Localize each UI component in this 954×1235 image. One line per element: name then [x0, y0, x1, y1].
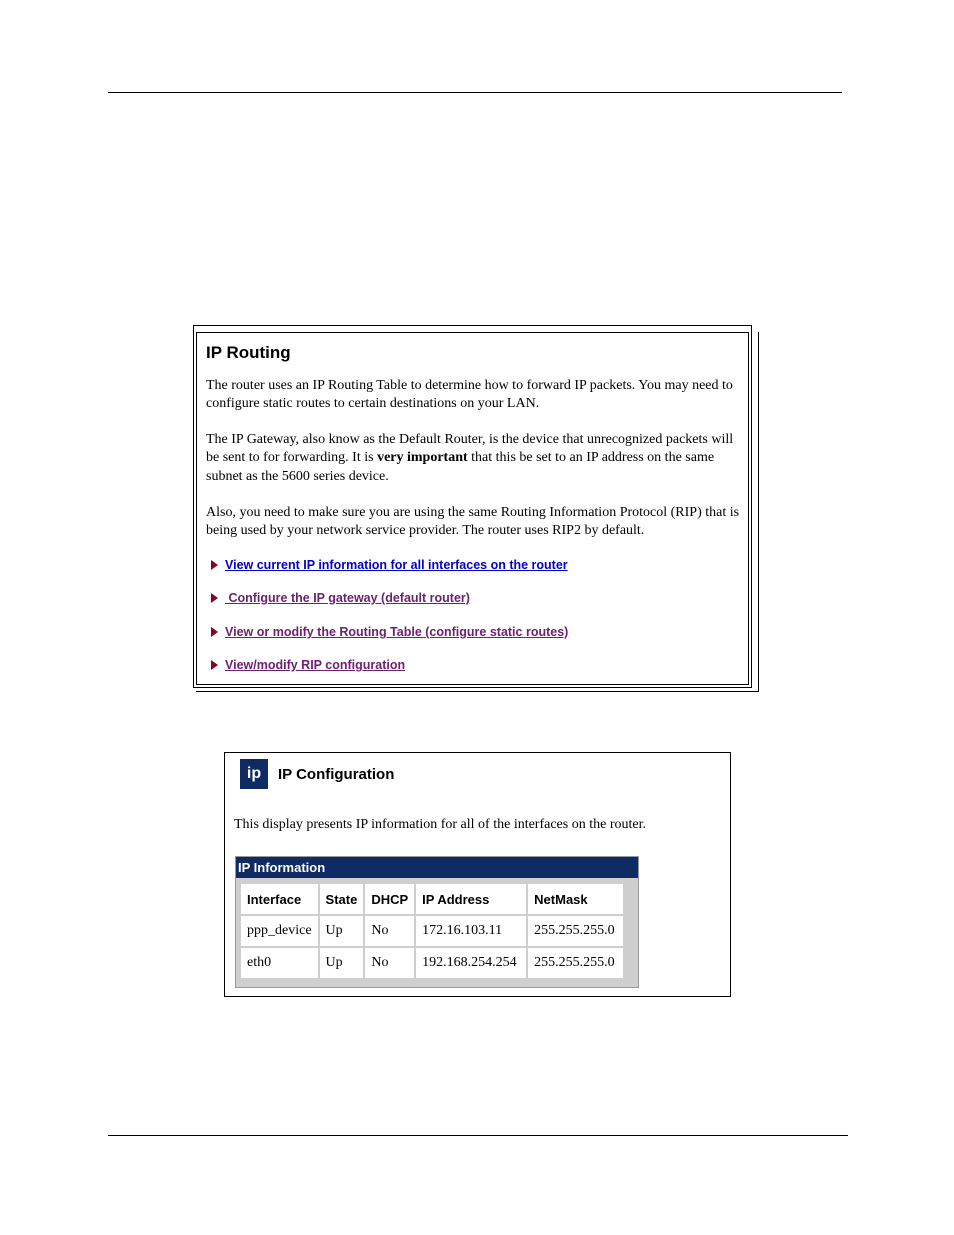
- view-ip-info-link-label[interactable]: View current IP information for all interfaces on the router: [225, 558, 568, 572]
- ip-routing-panel: [193, 325, 752, 688]
- cell-state: Up: [320, 948, 364, 978]
- very-important-emphasis: very important: [377, 450, 468, 466]
- gateway-line-3: subnet as the 5600 series device.: [206, 468, 389, 484]
- ip-configuration-panel: [224, 752, 731, 997]
- ip-configuration-title: IP Configuration: [278, 766, 395, 783]
- table-row: [241, 916, 623, 946]
- view-ip-info-link[interactable]: [211, 558, 568, 572]
- cell-interface: ppp_device: [241, 916, 318, 946]
- ip-routing-title: IP Routing: [206, 343, 291, 362]
- cell-state: Up: [320, 916, 364, 946]
- arrow-right-icon: [211, 660, 218, 670]
- rip-config-link[interactable]: [211, 658, 405, 672]
- gateway-line-1: The IP Gateway, also know as the Default Router, is the device that unrecognized packets will: [206, 432, 734, 447]
- gateway-line-2: [206, 449, 766, 467]
- arrow-right-icon: [211, 560, 218, 570]
- column-header-netmask: NetMask: [528, 884, 623, 914]
- cell-interface: eth0: [241, 948, 318, 978]
- cell-ip-address: 172.16.103.11: [416, 916, 526, 946]
- cell-netmask: 255.255.255.0: [528, 916, 623, 946]
- rip-line-1: Also, you need to make sure you are using the same Routing Information Protocol (RIP) that is: [206, 505, 740, 520]
- routing-table-link[interactable]: [211, 625, 568, 639]
- ip-information-header: IP Information: [236, 857, 638, 878]
- routing-intro-line-2: configure static routes to certain destinations on your LAN.: [206, 396, 540, 412]
- rip-line-2: being used by your network service provider. The router uses RIP2 by default.: [206, 523, 645, 539]
- ip-routing-inner-frame: [196, 332, 749, 685]
- gateway-line-2-end: that this be set to an IP address on the same: [467, 450, 715, 466]
- gateway-line-2-start: be sent to for forwarding. It is: [206, 450, 378, 466]
- page-bottom-rule: [108, 1135, 848, 1136]
- ip-information-table: [239, 882, 625, 980]
- arrow-right-icon: [211, 593, 218, 603]
- column-header-state: State: [320, 884, 364, 914]
- cell-netmask: 255.255.255.0: [528, 948, 623, 978]
- ip-information-box: [235, 856, 639, 988]
- page-top-rule: [108, 92, 842, 93]
- routing-intro-line-1: The router uses an IP Routing Table to determine how to forward IP packets. You may need to: [206, 378, 733, 393]
- cell-dhcp: No: [365, 916, 414, 946]
- column-header-dhcp: DHCP: [365, 884, 414, 914]
- column-header-interface: Interface: [241, 884, 318, 914]
- table-row: [241, 948, 623, 978]
- ip-configuration-description: This display presents IP information for all of the interfaces on the router.: [234, 817, 646, 832]
- configure-gateway-link-label[interactable]: Configure the IP gateway (default router): [225, 591, 470, 605]
- cell-dhcp: No: [365, 948, 414, 978]
- routing-intro-paragraph: [206, 377, 766, 414]
- routing-table-link-label[interactable]: View or modify the Routing Table (configure static routes): [225, 625, 569, 639]
- gateway-paragraph: [206, 431, 766, 486]
- configure-gateway-link[interactable]: [211, 591, 470, 605]
- rip-config-link-label[interactable]: View/modify RIP configuration: [225, 658, 406, 672]
- rip-paragraph: [206, 504, 766, 541]
- ip-badge-icon: ip: [240, 759, 268, 789]
- cell-ip-address: 192.168.254.254: [416, 948, 526, 978]
- column-header-ip-address: IP Address: [416, 884, 526, 914]
- arrow-right-icon: [211, 627, 218, 637]
- table-header-row: [241, 884, 623, 914]
